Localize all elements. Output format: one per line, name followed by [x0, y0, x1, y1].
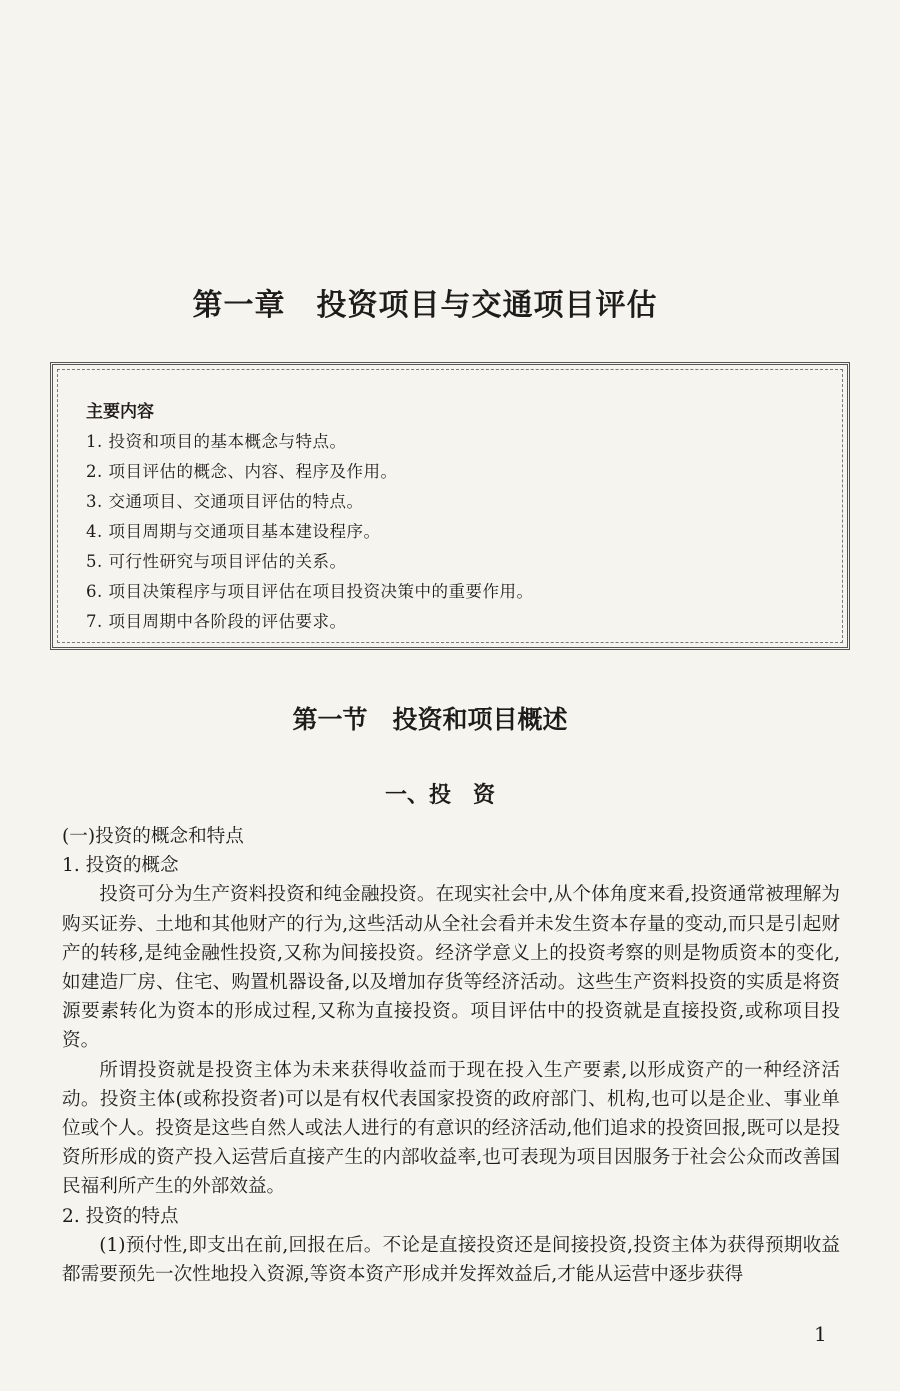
chapter-title: 第一章 投资项目与交通项目评估 [192, 288, 658, 323]
heading-investment-features: 2. 投资的特点 [62, 1205, 179, 1227]
body-text [62, 822, 840, 1289]
summary-item: 1. 投资和项目的基本概念与特点。 [86, 432, 347, 451]
paragraph: (1)预付性,即支出在前,回报在后。不论是直接投资还是间接投资,投资主体为获得预期收益都需要预先一次性地投入资源,等资本资产形成并发挥效益后,才能从运营中逐步获得 [62, 1234, 840, 1286]
summary-item: 6. 项目决策程序与项目评估在项目投资决策中的重要作用。 [86, 582, 534, 601]
section-title: 第一节 投资和项目概述 [292, 705, 568, 734]
summary-item: 4. 项目周期与交通项目基本建设程序。 [86, 522, 381, 541]
summary-item: 5. 可行性研究与项目评估的关系。 [86, 552, 347, 571]
heading-concept-features: (一)投资的概念和特点 [62, 826, 244, 847]
paragraph: 投资可分为生产资料投资和纯金融投资。在现实社会中,从个体角度来看,投资通常被理解为购买证券、土地和其他财产的行为,这些活动从全社会看并未发生资本存量的变动,而只是引起财产的转移,是纯金融性投资,又称为间接投资。经济学意义上的投资考察的则是物质资本的变化,如建造厂房、住宅、购置机器设备,以及增加存货等经济活动。这些生产资料投资的实质是将资源要素转化为资本的形成过程,又称为直接投资。项目评估中的投资就是直接投资,或称项目投资。 [62, 884, 840, 1052]
paragraph: 所谓投资就是投资主体为未来获得收益而于现在投入生产要素,以形成资产的一种经济活动。投资主体(或称投资者)可以是有权代表国家投资的政府部门、机构,也可以是企业、事业单位或个人。投资是这些自然人或法人进行的有意识的经济活动,他们追求的投资回报,既可以是投资所形成的资产投入运营后直接产生的内部收益率,也可表现为项目因服务于社会公众而改善国民福利所产生的外部效益。 [62, 1059, 840, 1198]
page-number: 1 [814, 1322, 827, 1346]
summary-heading: 主要内容 [86, 402, 154, 422]
summary-item: 7. 项目周期中各阶段的评估要求。 [86, 612, 347, 631]
summary-box [50, 362, 850, 650]
subsection-title: 一、投 资 [384, 782, 495, 808]
summary-list [86, 427, 534, 637]
summary-item: 3. 交通项目、交通项目评估的特点。 [86, 492, 364, 511]
summary-item: 2. 项目评估的概念、内容、程序及作用。 [86, 462, 398, 481]
heading-investment-concept: 1. 投资的概念 [62, 855, 179, 877]
